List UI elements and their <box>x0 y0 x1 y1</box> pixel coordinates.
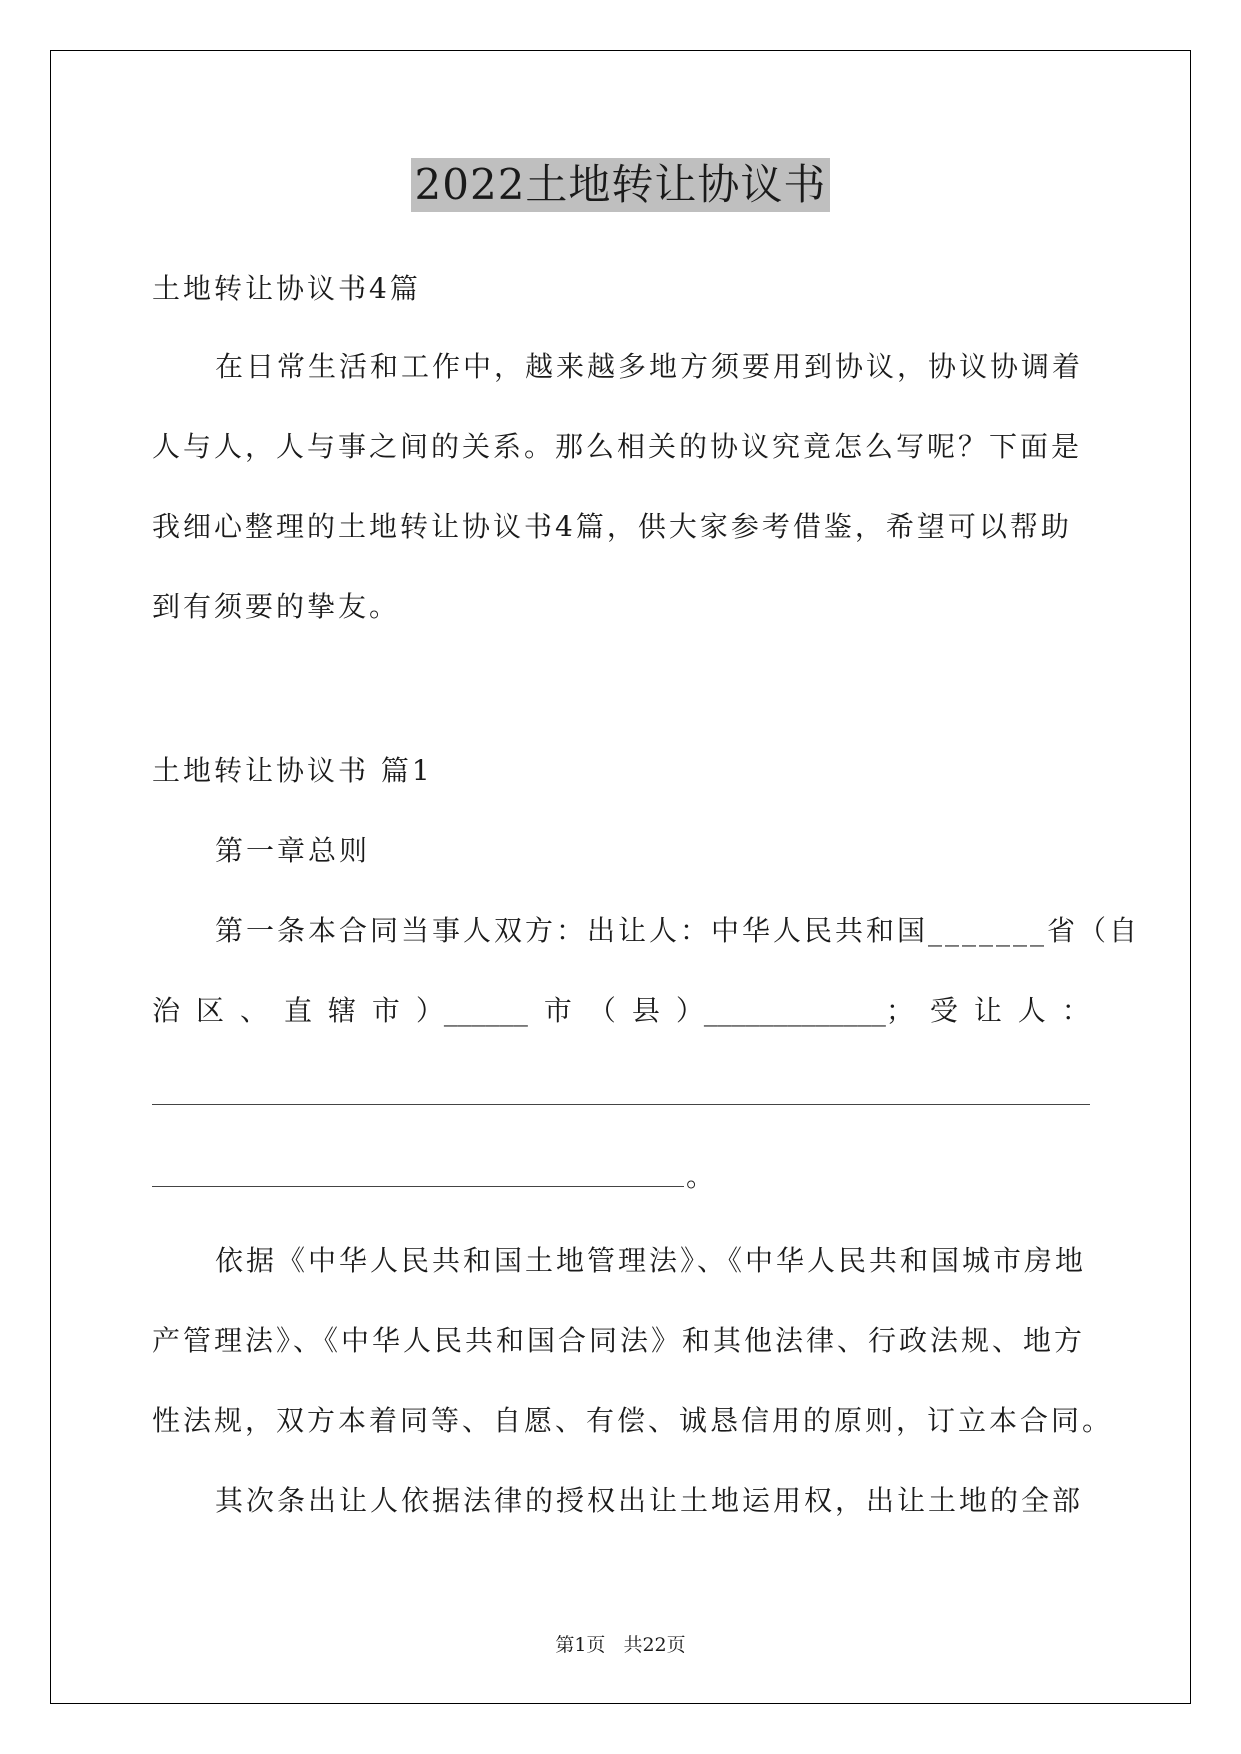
chapter-heading: 第一章总则 <box>215 834 371 867</box>
page-number: 第1页 <box>555 1634 606 1656</box>
intro-line-3: 我细心整理的土地转让协议书4篇，供大家参考借鉴，希望可以帮助 <box>152 510 1072 543</box>
title-text: 2022土地转让协议书 <box>411 158 831 212</box>
article-2-line-1: 其次条出让人依据法律的授权出让土地运用权，出让土地的全部 <box>215 1484 1084 1517</box>
blank-fill-line-1 <box>152 1104 1090 1105</box>
intro-line-2: 人与人，人与事之间的关系。那么相关的协议究竟怎么写呢？下面是 <box>152 430 1083 463</box>
intro-line-4: 到有须要的挚友。 <box>152 590 401 623</box>
intro-line-1: 在日常生活和工作中，越来越多地方须要用到协议，协议协调着 <box>215 350 1084 383</box>
basis-line-3: 性法规，双方本着同等、自愿、有偿、诚恳信用的原则，订立本合同。 <box>152 1404 1114 1437</box>
subtitle: 土地转让协议书4篇 <box>152 272 421 305</box>
basis-line-2: 产管理法》、《中华人民共和国合同法》和其他法律、行政法规、地方 <box>152 1324 1086 1357</box>
section-heading: 土地转让协议书 篇1 <box>152 754 433 787</box>
blank-end-mark: 。 <box>686 1160 718 1193</box>
blank-fill-line-2 <box>152 1186 684 1187</box>
basis-line-1: 依据《中华人民共和国土地管理法》、《中华人民共和国城市房地 <box>215 1244 1087 1277</box>
article-1-line-2: 治 区 、 直 辖 市 ）______ 市 （ 县 ）_____________； 受 让 人 ： <box>152 994 1090 1027</box>
document-title <box>0 158 1241 212</box>
page-total: 共22页 <box>623 1634 686 1656</box>
article-1-line-1: 第一条本合同当事人双方：出让人：中华人民共和国_______省（自 <box>215 914 1141 947</box>
page-footer <box>0 1630 1241 1657</box>
